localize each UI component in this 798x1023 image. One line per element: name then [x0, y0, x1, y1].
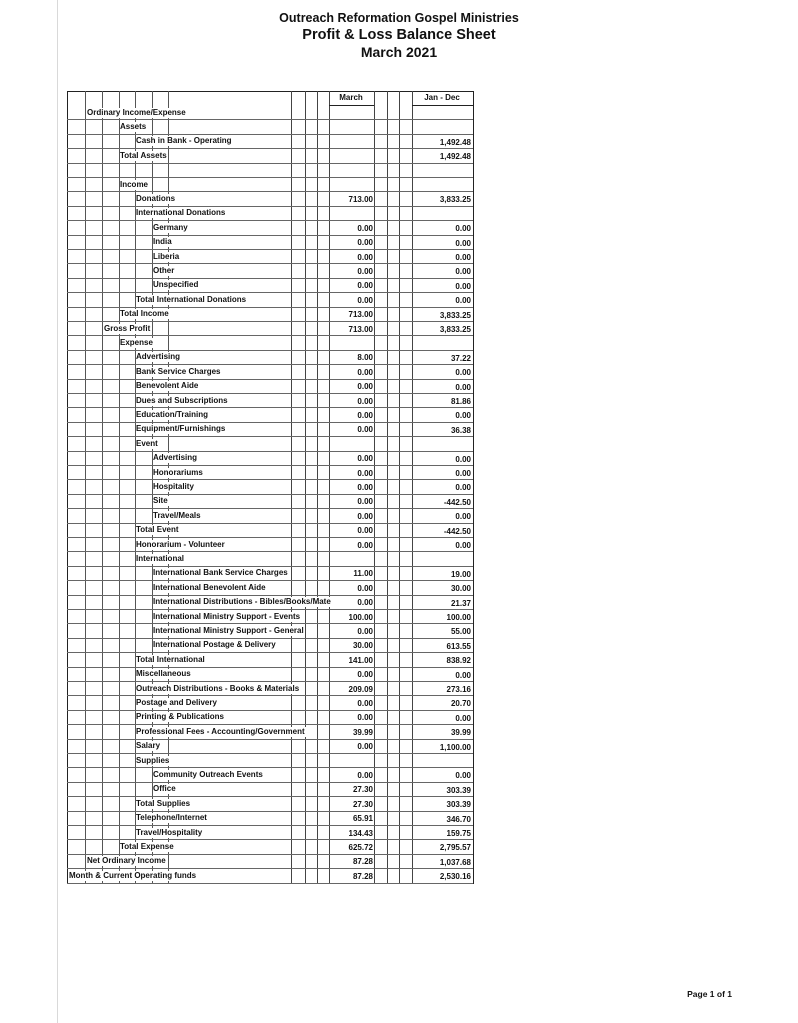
row-rule — [67, 119, 473, 120]
row-rule — [67, 551, 473, 552]
row-label: Honorarium - Volunteer — [136, 539, 225, 549]
row-rule — [67, 508, 473, 509]
ytd-value: 30.00 — [450, 584, 471, 594]
row-label: Month & Current Operating funds — [69, 870, 197, 880]
row-rule — [67, 710, 473, 711]
value-column-line — [329, 91, 330, 883]
row-label: Postage and Delivery — [136, 697, 217, 707]
march-value: 0.00 — [357, 583, 373, 593]
row-rule — [67, 422, 473, 423]
row-label: Miscellaneous — [136, 669, 191, 679]
row-label: Ordinary Income/Expense — [87, 107, 186, 117]
value-column-line — [399, 91, 400, 883]
march-value: 134.43 — [348, 828, 373, 838]
ytd-value: 0.00 — [455, 670, 471, 680]
row-label: International Ministry Support - Events — [153, 611, 301, 621]
row-rule — [67, 695, 473, 696]
row-label: International Benevolent Aide — [153, 582, 266, 592]
row-rule — [67, 407, 473, 408]
ytd-value: -442.50 — [443, 526, 471, 536]
row-rule — [67, 854, 473, 855]
page-number: Page 1 of 1 — [687, 989, 732, 999]
march-value: 0.00 — [357, 425, 373, 435]
row-rule — [67, 134, 473, 135]
ytd-value: 0.00 — [455, 382, 471, 392]
march-value: 0.00 — [357, 252, 373, 262]
ytd-value: 55.00 — [450, 627, 471, 637]
report-title: Profit & Loss Balance Sheet — [302, 27, 496, 43]
row-rule — [67, 163, 473, 164]
ytd-value: 0.00 — [455, 368, 471, 378]
march-value: 0.00 — [357, 410, 373, 420]
ytd-value: 3,833.25 — [439, 195, 471, 205]
row-rule — [67, 825, 473, 826]
value-column-line — [291, 91, 292, 883]
march-value: 0.00 — [357, 382, 373, 392]
row-label: Hospitality — [153, 481, 194, 491]
march-value: 713.00 — [348, 310, 373, 320]
row-rule — [67, 494, 473, 495]
row-rule — [67, 537, 473, 538]
row-label: Office — [153, 784, 176, 794]
row-label: Income — [120, 179, 149, 189]
report-period: March 2021 — [360, 44, 438, 60]
row-label: Printing & Publications — [136, 712, 225, 722]
indent-column-line — [119, 91, 120, 883]
ytd-value: 273.16 — [446, 685, 471, 694]
row-label: Total Event — [136, 525, 179, 535]
row-rule — [67, 739, 473, 740]
header-rule-ytd — [412, 105, 473, 106]
ytd-value: 3,833.25 — [439, 325, 471, 334]
row-label: International Donations — [136, 208, 226, 218]
march-value: 0.00 — [357, 223, 373, 233]
value-column-line — [412, 91, 413, 883]
ytd-value: -442.50 — [443, 497, 471, 507]
march-value: 0.00 — [357, 511, 373, 521]
row-label: Education/Training — [136, 409, 209, 419]
row-rule — [67, 839, 473, 840]
profit-loss-table — [67, 91, 473, 881]
march-value: 713.00 — [348, 324, 373, 334]
march-value: 87.28 — [352, 857, 373, 867]
row-label: Total International Donations — [136, 294, 247, 304]
march-value: 0.00 — [357, 598, 373, 608]
value-column-line — [374, 91, 375, 883]
row-label: Outreach Distributions - Books & Materials — [136, 683, 300, 693]
row-label: Dues and Subscriptions — [136, 395, 228, 405]
row-label: International — [136, 553, 185, 563]
ytd-value: 37.22 — [450, 353, 471, 363]
row-rule — [67, 335, 473, 336]
value-column-line — [305, 91, 306, 883]
ytd-value: 0.00 — [455, 281, 471, 291]
ytd-value: 0.00 — [455, 224, 471, 234]
row-label: Equipment/Furnishings — [136, 424, 226, 434]
row-label: Supplies — [136, 755, 170, 765]
march-value: 0.00 — [357, 497, 373, 507]
row-rule — [67, 595, 473, 596]
march-value: 11.00 — [353, 569, 373, 579]
row-rule — [67, 753, 473, 754]
row-rule — [67, 796, 473, 797]
march-value: 27.30 — [352, 799, 373, 809]
march-value: 625.72 — [348, 842, 373, 852]
march-value: 0.00 — [357, 367, 373, 377]
row-label: International Distributions - Bibles/Books/Mate — [153, 597, 331, 607]
row-rule — [67, 465, 473, 466]
ytd-value: 613.55 — [446, 641, 471, 651]
row-rule — [67, 364, 473, 365]
ytd-value: 1,037.68 — [439, 857, 471, 867]
row-label: Unspecified — [153, 280, 199, 290]
ytd-value: 303.39 — [446, 785, 471, 795]
row-rule — [67, 523, 473, 524]
row-rule — [67, 350, 473, 351]
march-value: 0.00 — [357, 698, 373, 708]
row-label: Liberia — [153, 251, 180, 261]
ytd-value: 303.39 — [446, 800, 471, 810]
ytd-value: 3,833.25 — [439, 310, 471, 320]
row-label: Total Supplies — [136, 798, 191, 808]
ytd-value: 346.70 — [446, 814, 471, 824]
row-label: Cash in Bank - Operating — [136, 136, 232, 146]
row-rule — [67, 263, 473, 264]
march-value: 39.99 — [352, 727, 373, 737]
row-rule — [67, 724, 473, 725]
row-rule — [67, 652, 473, 653]
row-label: Gross Profit — [104, 323, 151, 333]
row-label: Other — [153, 265, 175, 275]
row-label: Travel/Meals — [153, 510, 201, 520]
march-value: 713.00 — [348, 194, 373, 204]
row-label: Travel/Hospitality — [136, 827, 203, 837]
ytd-value: 0.00 — [455, 267, 471, 277]
row-label: Total Expense — [120, 841, 174, 851]
march-value: 0.00 — [357, 266, 373, 276]
row-label: Advertising — [136, 352, 181, 362]
row-label: Event — [136, 438, 158, 448]
ytd-value: 838.92 — [446, 656, 471, 666]
row-rule — [67, 580, 473, 581]
row-rule — [67, 883, 473, 884]
row-rule — [67, 782, 473, 783]
row-label: India — [153, 237, 172, 247]
ytd-value: 1,492.48 — [439, 137, 471, 147]
march-value: 0.00 — [357, 770, 373, 780]
march-value: 0.00 — [357, 482, 373, 492]
row-rule — [67, 868, 473, 869]
column-header-ytd: Jan - Dec — [424, 93, 460, 102]
ytd-value: 0.00 — [455, 713, 471, 723]
table-border-left — [67, 91, 68, 883]
march-value: 0.00 — [357, 468, 373, 478]
row-rule — [67, 220, 473, 221]
row-label: Community Outreach Events — [153, 769, 263, 779]
page-edge-line — [57, 0, 58, 1023]
ytd-value: 0.00 — [455, 296, 471, 306]
row-label: Expense — [120, 337, 153, 347]
row-label: Net Ordinary Income — [87, 856, 166, 866]
column-header-march: March — [339, 93, 363, 102]
value-column-line — [387, 91, 388, 883]
row-rule — [67, 148, 473, 149]
value-column-line — [317, 91, 318, 883]
march-value: 0.00 — [357, 281, 373, 291]
table-border-right — [473, 91, 474, 884]
indent-column-line — [85, 91, 86, 883]
ytd-value: 2,795.57 — [439, 843, 471, 853]
org-title: Outreach Reformation Gospel Ministries — [279, 11, 519, 25]
march-value: 65.91 — [352, 814, 373, 824]
ytd-value: 0.00 — [455, 469, 471, 478]
row-label: Germany — [153, 222, 188, 232]
ytd-value: 0.00 — [455, 512, 471, 522]
row-rule — [67, 235, 473, 236]
ytd-value: 20.70 — [450, 699, 471, 709]
march-value: 0.00 — [357, 238, 373, 248]
ytd-value: 0.00 — [455, 411, 471, 421]
row-rule — [67, 609, 473, 610]
ytd-value: 0.00 — [455, 454, 471, 464]
ytd-value: 1,492.48 — [439, 152, 471, 162]
row-label: Assets — [120, 121, 147, 131]
march-value: 0.00 — [357, 454, 373, 464]
march-value: 0.00 — [357, 540, 373, 550]
march-value: 0.00 — [357, 396, 373, 406]
row-label: Benevolent Aide — [136, 381, 199, 391]
header-rule-march — [329, 105, 374, 106]
row-rule — [67, 681, 473, 682]
row-rule — [67, 206, 473, 207]
row-rule — [67, 191, 473, 192]
row-label: Honorariums — [153, 467, 203, 477]
march-value: 0.00 — [357, 670, 373, 680]
row-rule — [67, 379, 473, 380]
row-rule — [67, 623, 473, 624]
row-label: Bank Service Charges — [136, 366, 221, 376]
row-rule — [67, 566, 473, 567]
row-rule — [67, 667, 473, 668]
ytd-value: 0.00 — [455, 253, 471, 262]
row-label: Professional Fees - Accounting/Government — [136, 726, 305, 736]
ytd-value: 81.86 — [450, 397, 471, 406]
row-label: Total International — [136, 654, 205, 664]
march-value: 0.00 — [357, 626, 373, 636]
ytd-value: 1,100.00 — [439, 742, 471, 752]
march-value: 87.28 — [352, 871, 373, 881]
row-rule — [67, 811, 473, 812]
march-value: 209.09 — [348, 684, 373, 694]
ytd-value: 100.00 — [446, 613, 471, 622]
row-rule — [67, 321, 473, 322]
ytd-value: 39.99 — [450, 728, 471, 738]
row-rule — [67, 307, 473, 308]
ytd-value: 36.38 — [450, 425, 471, 435]
ytd-value: 19.00 — [450, 569, 471, 579]
row-label: International Ministry Support - General — [153, 625, 304, 635]
march-value: 141.00 — [348, 655, 373, 665]
row-rule — [67, 436, 473, 437]
row-rule — [67, 177, 473, 178]
row-rule — [67, 278, 473, 279]
row-label: Total Assets — [120, 150, 167, 160]
march-value: 0.00 — [357, 295, 373, 305]
ytd-value: 0.00 — [455, 771, 471, 781]
march-value: 8.00 — [357, 353, 373, 363]
row-label: Advertising — [153, 453, 198, 463]
ytd-value: 0.00 — [455, 541, 471, 550]
ytd-value: 2,530.16 — [439, 872, 471, 882]
march-value: 0.00 — [357, 713, 373, 723]
row-rule — [67, 292, 473, 293]
row-label: Donations — [136, 193, 176, 203]
row-rule — [67, 767, 473, 768]
ytd-value: 0.00 — [455, 483, 471, 493]
row-label: Total Income — [120, 309, 169, 319]
row-label: Salary — [136, 741, 161, 751]
march-value: 30.00 — [352, 641, 373, 651]
indent-column-line — [102, 91, 103, 883]
ytd-value: 0.00 — [455, 238, 471, 248]
row-rule — [67, 479, 473, 480]
march-value: 27.30 — [352, 785, 373, 795]
ytd-value: 159.75 — [446, 829, 471, 838]
ytd-value: 21.37 — [450, 598, 471, 608]
march-value: 0.00 — [357, 526, 373, 536]
row-label: International Postage & Delivery — [153, 640, 276, 650]
row-label: Telephone/Internet — [136, 813, 207, 823]
march-value: 0.00 — [357, 742, 373, 752]
row-label: Site — [153, 496, 168, 506]
row-rule — [67, 638, 473, 639]
row-rule — [67, 249, 473, 250]
row-label: International Bank Service Charges — [153, 568, 288, 578]
march-value: 100.00 — [348, 612, 373, 622]
row-rule — [67, 393, 473, 394]
row-rule — [67, 451, 473, 452]
